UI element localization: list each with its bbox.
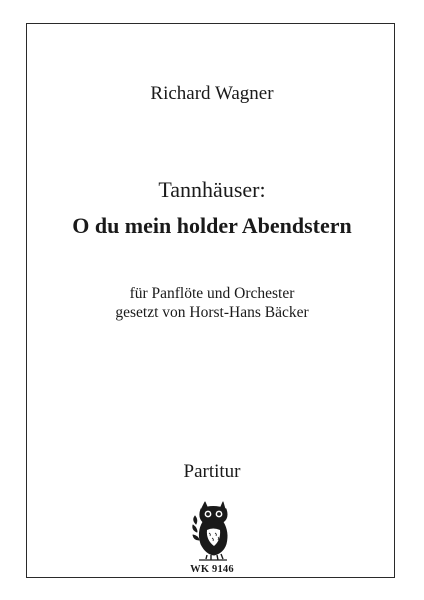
piece-title: O du mein holder Abendstern [72, 213, 352, 238]
arranger-line: gesetzt von Horst-Hans Bäcker [115, 304, 309, 321]
catalog-number: WK 9146 [190, 564, 234, 575]
composer-name: Richard Wagner [150, 83, 274, 104]
owl-logo-icon [190, 500, 234, 562]
work-title: Tannhäuser: [158, 177, 266, 202]
instrumentation-line: für Panflöte und Orchester [129, 285, 295, 302]
document-type-label: Partitur [183, 461, 241, 482]
